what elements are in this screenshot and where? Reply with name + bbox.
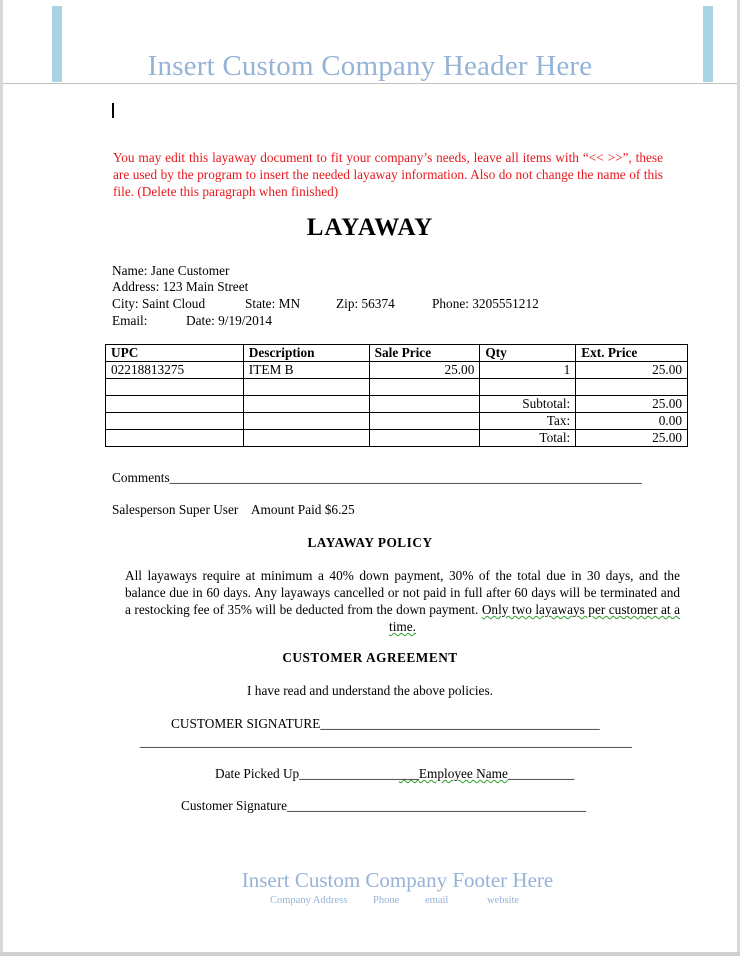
items-table [105, 344, 688, 447]
table-header-row [106, 345, 688, 362]
name-label: Name: [112, 263, 148, 278]
customer-signature-row-2 [181, 798, 586, 814]
cell-empty[interactable] [480, 379, 576, 396]
customer-phone[interactable]: 3205551212 [472, 296, 539, 311]
cell-empty[interactable] [369, 396, 480, 413]
sales-line [112, 502, 355, 518]
cell-empty[interactable] [369, 413, 480, 430]
comments-line [112, 470, 642, 486]
customer-zip-line [336, 296, 395, 312]
column-header-ext-price: Ext. Price [576, 345, 688, 362]
instruction-note[interactable]: You may edit this layaway document to fit your company’s needs, leave all items with “<< >>”, these are used by the program to insert the needed layaway information. Also do not change the name of this file. (Delete this paragraph when finished) [113, 150, 663, 199]
pickup-row [215, 766, 574, 782]
tax-row [106, 413, 688, 430]
customer-address-line [112, 279, 248, 295]
phone-label: Phone: [432, 296, 469, 311]
total-value[interactable]: 25.00 [576, 430, 688, 447]
cell-empty[interactable] [243, 430, 369, 447]
customer-address[interactable]: 123 Main Street [162, 279, 249, 294]
total-row [106, 430, 688, 447]
state-label: State: [245, 296, 276, 311]
total-label: Total: [480, 430, 576, 447]
policy-text [125, 567, 680, 635]
header-title[interactable]: Insert Custom Company Header Here [147, 50, 593, 82]
date-picked-up-field[interactable]: _______________ [299, 766, 399, 781]
policy-title: LAYAWAY POLICY [307, 535, 433, 550]
agreement-statement: I have read and understand the above policies. [247, 683, 493, 698]
zip-label: Zip: [336, 296, 359, 311]
date-line [186, 313, 272, 329]
customer-signature-field-2[interactable]: _____________________________________________ [287, 798, 587, 813]
footer-email[interactable]: email [425, 895, 449, 906]
comments-label: Comments [112, 470, 170, 485]
customer-state[interactable]: MN [278, 296, 301, 311]
table-row [106, 362, 688, 379]
email-label: Email: [112, 313, 148, 328]
customer-zip[interactable]: 56374 [361, 296, 395, 311]
footer-website[interactable]: website [487, 895, 520, 906]
address-label: Address: [112, 279, 160, 294]
customer-city[interactable]: Saint Cloud [141, 296, 206, 311]
customer-state-line [245, 296, 300, 312]
cell-ext-price[interactable]: 25.00 [576, 362, 688, 379]
employee-name-label: Employee Name [418, 766, 508, 781]
employee-name-field[interactable]: __________ [507, 766, 575, 781]
cell-empty[interactable] [369, 430, 480, 447]
cell-empty[interactable] [243, 396, 369, 413]
cell-empty[interactable] [106, 396, 244, 413]
cell-empty[interactable] [106, 379, 244, 396]
page-bottom-edge [0, 952, 740, 956]
salesperson-name[interactable]: Super User [178, 502, 239, 517]
customer-name-line [112, 263, 229, 279]
amount-paid-value[interactable]: $6.25 [324, 502, 355, 517]
city-label: City: [112, 296, 139, 311]
footer-contact-line [270, 895, 519, 906]
footer-phone[interactable]: Phone [373, 895, 400, 906]
customer-signature-label-2: Customer Signature [181, 798, 287, 813]
cell-empty[interactable] [243, 379, 369, 396]
customer-signature-field[interactable]: __________________________________________ [320, 716, 600, 731]
header-divider [3, 83, 737, 84]
subtotal-label: Subtotal: [480, 396, 576, 413]
subtotal-row [106, 396, 688, 413]
signature-full-line[interactable]: __________________________________________________________________________ [140, 734, 632, 749]
cell-empty[interactable] [576, 379, 688, 396]
footer-address[interactable]: Company Address [270, 895, 348, 906]
cell-empty[interactable] [106, 430, 244, 447]
date-picked-up-label: Date Picked Up [215, 766, 300, 781]
footer-title[interactable]: Insert Custom Company Footer Here [241, 868, 554, 892]
cell-empty[interactable] [243, 413, 369, 430]
policy-emphasis-text: Only two layaways per customer at a time. [389, 602, 680, 634]
policy-main-text: All layaways require at minimum a 40% down payment, 30% of the total due in 30 days, and the balance due in 60 days. Any layaways cancelled or not paid in full after 60 days will be terminated and a restocking fee of 35% will be deducted from the down payment. [125, 568, 680, 617]
column-header-upc: UPC [106, 345, 244, 362]
customer-signature-row [171, 716, 600, 732]
document-title: LAYAWAY [306, 214, 434, 241]
tax-label: Tax: [480, 413, 576, 430]
customer-email-line [112, 313, 147, 329]
column-header-description: Description [243, 345, 369, 362]
cell-description[interactable]: ITEM B [243, 362, 369, 379]
text-cursor [112, 103, 114, 118]
subtotal-value[interactable]: 25.00 [576, 396, 688, 413]
cell-sale-price[interactable]: 25.00 [369, 362, 480, 379]
cell-upc[interactable]: 02218813275 [106, 362, 244, 379]
cell-qty[interactable]: 1 [480, 362, 576, 379]
agreement-title: CUSTOMER AGREEMENT [282, 650, 458, 665]
customer-name[interactable]: Jane Customer [150, 263, 230, 278]
customer-signature-label: CUSTOMER SIGNATURE [171, 716, 321, 731]
customer-city-line [112, 296, 205, 312]
cell-empty[interactable] [369, 379, 480, 396]
cell-empty[interactable] [106, 413, 244, 430]
page-edge-left [0, 0, 3, 956]
date-label: Date: [186, 313, 215, 328]
salesperson-label: Salesperson [112, 502, 176, 517]
layaway-date[interactable]: 9/19/2014 [218, 313, 273, 328]
column-header-qty: Qty [480, 345, 576, 362]
table-row-empty [106, 379, 688, 396]
tax-value[interactable]: 0.00 [576, 413, 688, 430]
amount-paid-label: Amount Paid [250, 502, 322, 517]
comments-field[interactable]: _______________________________________________________________________ [169, 470, 642, 485]
column-header-sale-price: Sale Price [369, 345, 480, 362]
customer-phone-line [432, 296, 539, 312]
pickup-separator-line: ___ [398, 766, 419, 781]
